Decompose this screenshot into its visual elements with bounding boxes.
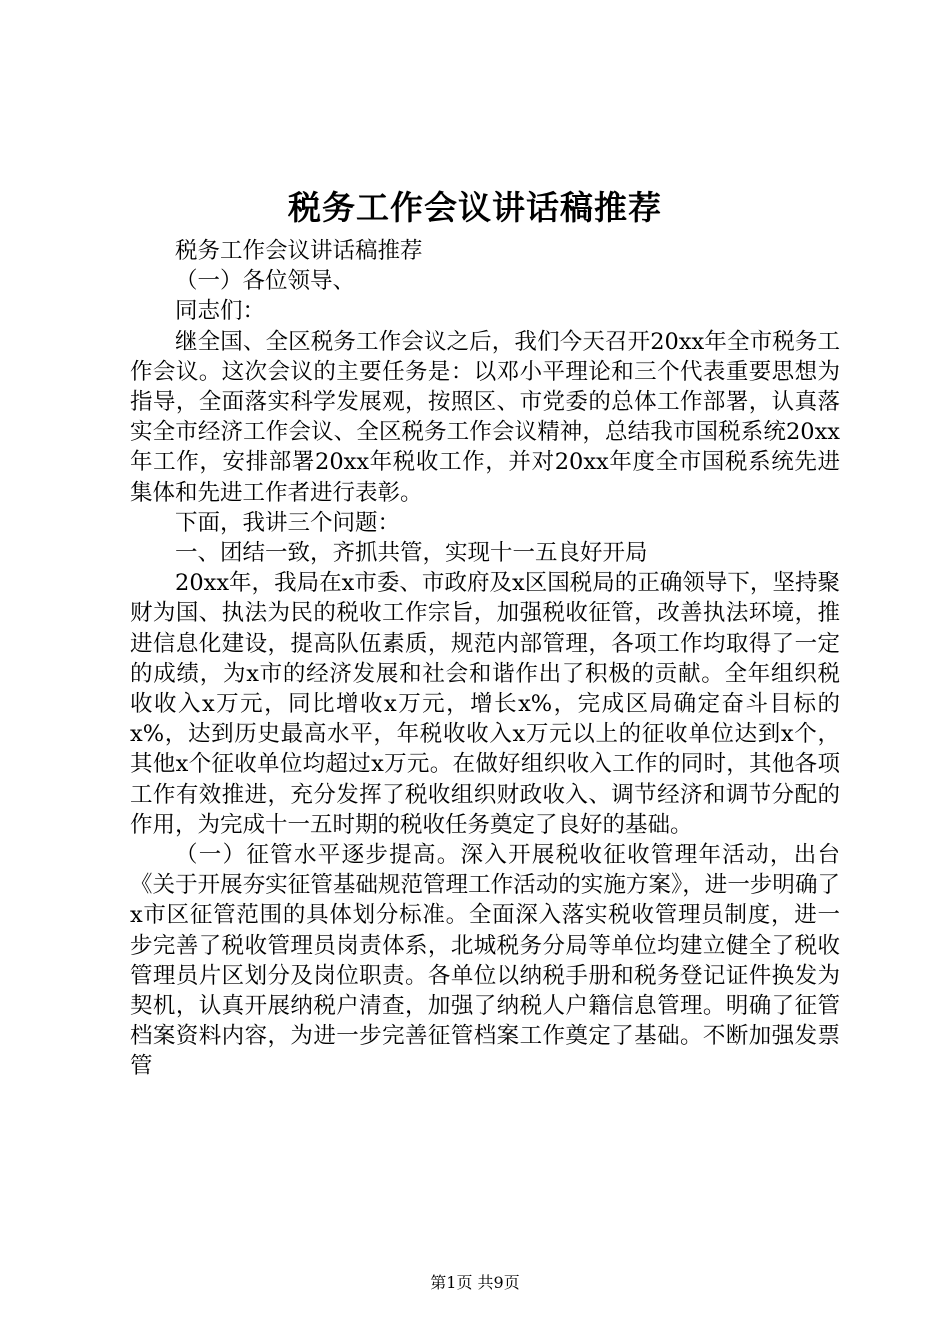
paragraph: （一）征管水平逐步提高。深入开展税收征收管理年活动，出台《关于开展夯实征管基础规范管理工作活动的实施方案》，进一步明确了x市区征管范围的具体划分标准。全面深入落实税收管理员制度，进一步完善了税收管理员岗责体系，北城税务分局等单位均建立健全了税收管理员片区划分及岗位职责。各单位以纳税手册和税务登记证件换发为契机，认真开展纳税户清查，加强了纳税人户籍信息管理。明确了征管档案资料内容，为进一步完善征管档案工作奠定了基础。不断加强发票管: [130, 842, 840, 1080]
paragraph: 20xx年，我局在x市委、市政府及x区国税局的正确领导下，坚持聚财为国、执法为民的税收工作宗旨，加强税收征管，改善执法环境，推进信息化建设，提高队伍素质，规范内部管理，各项工作均取得了一定的成绩，为x市的经济发展和社会和谐作出了积极的贡献。全年组织税收收入x万元，同比增收x万元，增长x%，完成区局确定奋斗目标的x%，达到历史最高水平，年税收收入x万元以上的征收单位达到x个，其他x个征收单位均超过x万元。在做好组织收入工作的同时，其他各项工作有效推进，充分发挥了税收组织财政收入、调节经济和调节分配的作用，为完成十一五时期的税收任务奠定了良好的基础。: [130, 570, 840, 838]
document-title: 税务工作会议讲话稿推荐: [288, 188, 662, 227]
paragraph: 同志们：: [175, 298, 266, 325]
page-footer: 第1页 共9页: [430, 1273, 520, 1292]
paragraph: 一、团结一致，齐抓共管，实现十一五良好开局: [175, 540, 648, 567]
paragraph: 税务工作会议讲话稿推荐: [175, 238, 423, 264]
paragraph: 下面，我讲三个问题：: [175, 509, 401, 536]
document-body: [130, 236, 840, 1082]
paragraph: 继全国、全区税务工作会议之后，我们今天召开20xx年全市税务工作会议。这次会议的主要任务是：以邓小平理论和三个代表重要思想为指导，全面落实科学发展观，按照区、市党委的总体工作部署，认真落实全市经济工作会议、全区税务工作会议精神，总结我市国税系统20xx年工作，安排部署20xx年税收工作，并对20xx年度全市国税系统先进集体和先进工作者进行表彰。: [130, 328, 840, 506]
paragraph: （一）各位领导、: [175, 268, 356, 295]
